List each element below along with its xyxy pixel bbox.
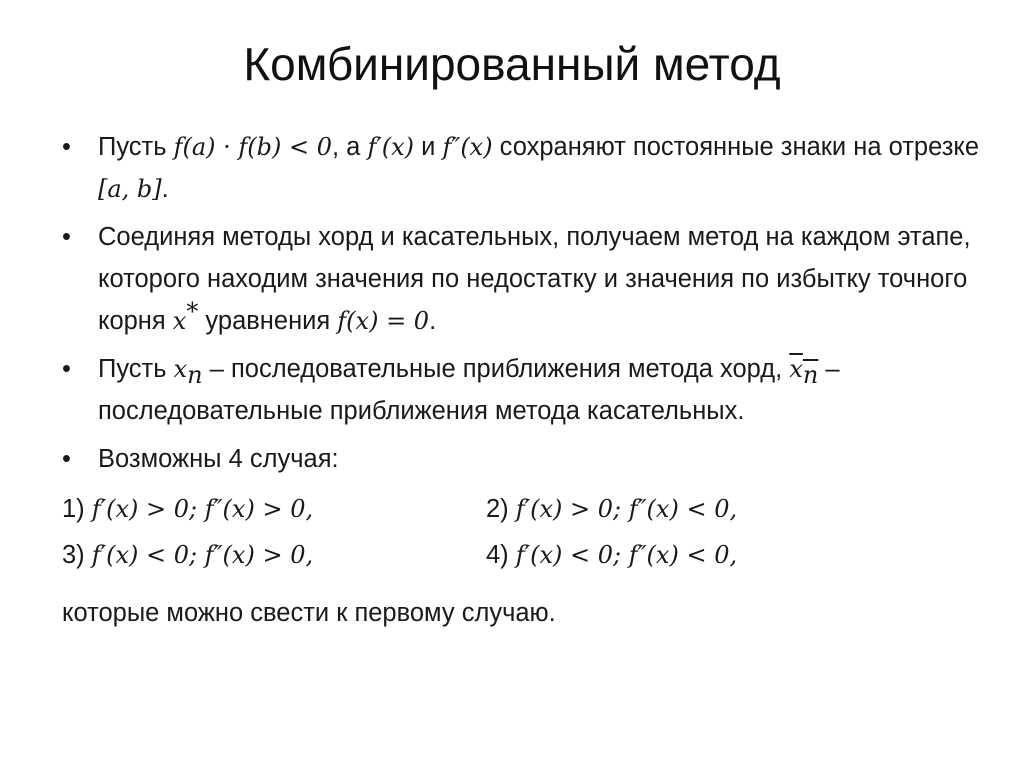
bullet-dot: •: [62, 223, 71, 251]
bullet-dot: •: [62, 355, 71, 383]
case-4: [486, 532, 737, 578]
math-expression: f(a) · f(b) < 0: [173, 133, 333, 161]
bullet-text: – последовательные приближения метода хорд,: [202, 355, 790, 383]
math-variable: x: [173, 355, 188, 383]
case-2: [486, 486, 737, 532]
bullet-text: , а: [332, 133, 368, 161]
case-expression: f′(x) > 0; f″(x) < 0,: [515, 495, 738, 523]
case-expression: f′(x) > 0; f″(x) > 0,: [91, 495, 314, 523]
bullet-text: Пусть: [98, 355, 174, 383]
case-number: 4): [486, 541, 516, 569]
bullet-dot: •: [62, 445, 71, 473]
bullet-text: Пусть: [98, 133, 174, 161]
cases-row-2: [62, 532, 992, 578]
case-number: 1): [62, 495, 92, 523]
case-expression: f′(x) < 0; f″(x) < 0,: [515, 541, 738, 569]
bullet-text: Возможны 4 случая:: [98, 445, 339, 473]
closing-text: которые можно свести к первому случаю.: [62, 599, 556, 627]
math-expression: [a, b]: [98, 175, 162, 203]
math-subscript: n: [187, 361, 203, 390]
case-1: [62, 486, 313, 532]
bullet-dot: •: [62, 133, 71, 161]
math-superscript: *: [186, 297, 199, 326]
math-variable: x: [172, 307, 187, 335]
bullet-item-1: [62, 126, 992, 210]
bullet-text: сохраняют постоянные знаки на отрезке: [492, 133, 980, 161]
math-expression: f″(x): [442, 133, 493, 161]
bullet-text: и: [414, 133, 443, 161]
bullet-text: уравнения: [198, 307, 338, 335]
bullet-text: .: [161, 175, 169, 203]
case-3: [62, 532, 313, 578]
bullet-item-2: [62, 216, 992, 342]
cases-block: [62, 486, 992, 578]
bullet-item-3: [62, 348, 992, 432]
bullet-text: Соединяя методы хорд и касательных, получаем метод на каждом этапе, которого находим значения по недостатку и значения по избытку точного корня: [98, 223, 971, 335]
case-expression: f′(x) < 0; f″(x) > 0,: [91, 541, 314, 569]
math-expression: f(x) = 0: [337, 307, 430, 335]
bullet-item-4: [62, 438, 992, 480]
case-number: 2): [486, 495, 516, 523]
slide-title: Комбинированный метод: [243, 38, 781, 90]
math-expression: f′(x): [367, 133, 415, 161]
case-number: 3): [62, 541, 92, 569]
bullet-text: .: [429, 307, 437, 335]
cases-row-1: [62, 486, 992, 532]
math-variable-overlined: x: [789, 355, 803, 383]
math-subscript: n: [802, 361, 819, 390]
bullet-text: – последовательные приближения метода касательных.: [98, 355, 840, 425]
bullet-list: [62, 126, 992, 486]
